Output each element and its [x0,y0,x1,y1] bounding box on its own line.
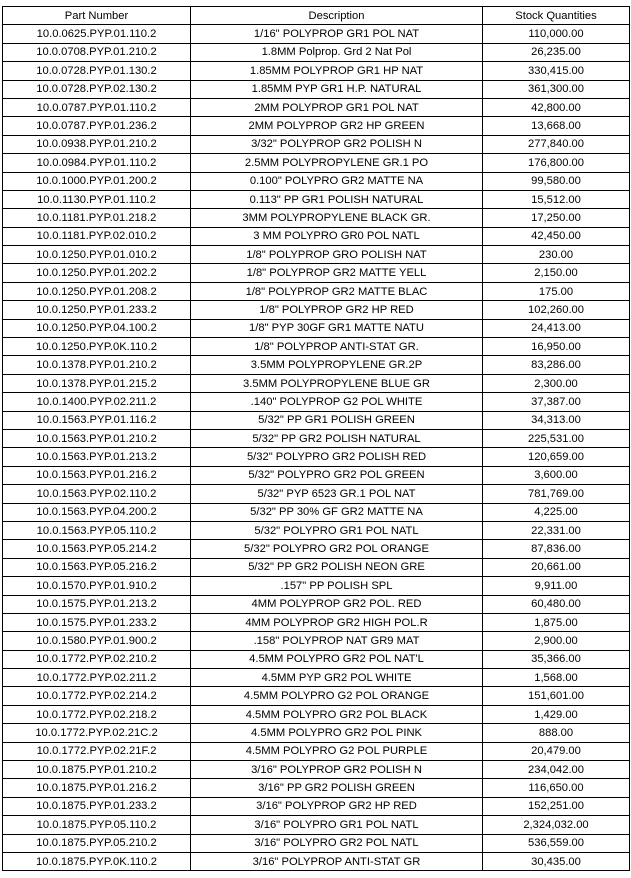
part-number-cell: 10.0.1250.PYP.01.202.2 [3,264,191,282]
part-number-cell: 10.0.0787.PYP.01.236.2 [3,117,191,135]
part-number-cell: 10.0.0708.PYP.01.210.2 [3,43,191,61]
description-cell: .157" PP POLISH SPL [191,577,483,595]
table-row [3,172,630,190]
description-cell: 0.100" POLYPRO GR2 MATTE NA [191,172,483,190]
header-row [3,7,630,25]
stock-quantity-cell: 888.00 [483,724,630,742]
description-cell: 2MM POLYPROP GR1 POL NAT [191,98,483,116]
description-cell: 5/32" POLYPRO GR2 POL GREEN [191,466,483,484]
stock-quantity-cell: 16,950.00 [483,338,630,356]
table-row [3,301,630,319]
description-cell: .158" POLYPROP NAT GR9 MAT [191,632,483,650]
header-description: Description [191,7,483,25]
stock-quantity-cell: 1,568.00 [483,669,630,687]
table-row [3,466,630,484]
stock-quantity-cell: 116,650.00 [483,779,630,797]
part-number-cell: 10.0.1250.PYP.04.100.2 [3,319,191,337]
table-row [3,687,630,705]
description-cell: 2.5MM POLYPROPYLENE GR.1 PO [191,154,483,172]
table-row [3,246,630,264]
stock-quantity-cell: 30,435.00 [483,852,630,870]
stock-quantity-cell: 87,836.00 [483,540,630,558]
description-cell: 3.5MM POLYPROPYLENE BLUE GR [191,374,483,392]
part-number-cell: 10.0.1000.PYP.01.200.2 [3,172,191,190]
part-number-cell: 10.0.1772.PYP.02.218.2 [3,705,191,723]
table-row [3,521,630,539]
part-number-cell: 10.0.1563.PYP.04.200.2 [3,503,191,521]
table-row [3,374,630,392]
part-number-cell: 10.0.1181.PYP.02.010.2 [3,227,191,245]
part-number-cell: 10.0.1563.PYP.01.116.2 [3,411,191,429]
description-cell: 1/8" POLYPROP GR2 HP RED [191,301,483,319]
stock-quantity-cell: 1,875.00 [483,613,630,631]
part-number-cell: 10.0.0625.PYP.01.110.2 [3,25,191,43]
stock-quantity-cell: 152,251.00 [483,797,630,815]
stock-quantity-cell: 22,331.00 [483,521,630,539]
stock-quantity-cell: 99,580.00 [483,172,630,190]
part-number-cell: 10.0.1563.PYP.01.213.2 [3,448,191,466]
table-row [3,816,630,834]
stock-quantity-cell: 20,479.00 [483,742,630,760]
stock-quantity-cell: 230.00 [483,246,630,264]
description-cell: 4MM POLYPROP GR2 POL. RED [191,595,483,613]
table-row [3,742,630,760]
stock-quantity-cell: 277,840.00 [483,135,630,153]
description-cell: 3/16" POLYPROP GR2 HP RED [191,797,483,815]
description-cell: 4.5MM POLYPRO GR2 POL BLACK [191,705,483,723]
stock-quantity-cell: 17,250.00 [483,209,630,227]
table-row [3,62,630,80]
table-row [3,356,630,374]
description-cell: 4.5MM POLYPRO GR2 POL PINK [191,724,483,742]
description-cell: 5/32" PP GR1 POLISH GREEN [191,411,483,429]
description-cell: 5/32" POLYPRO GR2 POLISH RED [191,448,483,466]
part-number-cell: 10.0.1250.PYP.01.208.2 [3,282,191,300]
table-row [3,227,630,245]
part-number-cell: 10.0.1580.PYP.01.900.2 [3,632,191,650]
description-cell: 5/32" PP GR2 POLISH NEON GRE [191,558,483,576]
stock-quantity-cell: 234,042.00 [483,761,630,779]
part-number-cell: 10.0.1575.PYP.01.213.2 [3,595,191,613]
description-cell: 4.5MM POLYPRO G2 POL PURPLE [191,742,483,760]
table-row [3,669,630,687]
table-row [3,117,630,135]
description-cell: 1.8MM Polprop. Grd 2 Nat Pol [191,43,483,61]
part-number-cell: 10.0.1875.PYP.01.216.2 [3,779,191,797]
part-number-cell: 10.0.1875.PYP.01.210.2 [3,761,191,779]
table-row [3,135,630,153]
table-row [3,25,630,43]
part-number-cell: 10.0.1563.PYP.05.110.2 [3,521,191,539]
part-number-cell: 10.0.1563.PYP.05.214.2 [3,540,191,558]
part-number-cell: 10.0.1378.PYP.01.210.2 [3,356,191,374]
part-number-cell: 10.0.1772.PYP.02.211.2 [3,669,191,687]
description-cell: 4.5MM PYP GR2 POL WHITE [191,669,483,687]
part-number-cell: 10.0.1563.PYP.05.216.2 [3,558,191,576]
table-row [3,80,630,98]
stock-table [2,6,630,871]
stock-quantity-cell: 102,260.00 [483,301,630,319]
stock-quantity-cell: 9,911.00 [483,577,630,595]
stock-quantity-cell: 20,661.00 [483,558,630,576]
table-row [3,282,630,300]
table-row [3,797,630,815]
stock-quantity-cell: 2,300.00 [483,374,630,392]
description-cell: 3/16" POLYPROP ANTI-STAT GR [191,852,483,870]
part-number-cell: 10.0.1575.PYP.01.233.2 [3,613,191,631]
table-row [3,485,630,503]
stock-quantity-cell: 37,387.00 [483,393,630,411]
part-number-cell: 10.0.1378.PYP.01.215.2 [3,374,191,392]
table-row [3,577,630,595]
part-number-cell: 10.0.1250.PYP.01.233.2 [3,301,191,319]
description-cell: 1.85MM POLYPROP GR1 HP NAT [191,62,483,80]
stock-quantity-cell: 60,480.00 [483,595,630,613]
stock-quantity-cell: 175.00 [483,282,630,300]
description-cell: 3.5MM POLYPROPYLENE GR.2P [191,356,483,374]
table-row [3,650,630,668]
stock-quantity-cell: 2,900.00 [483,632,630,650]
part-number-cell: 10.0.1570.PYP.01.910.2 [3,577,191,595]
description-cell: 1/8" POLYPROP GR2 MATTE BLAC [191,282,483,300]
table-row [3,632,630,650]
table-row [3,154,630,172]
table-row [3,319,630,337]
table-row [3,852,630,870]
header-part-number: Part Number [3,7,191,25]
description-cell: 4.5MM POLYPRO GR2 POL NAT'L [191,650,483,668]
stock-quantity-cell: 15,512.00 [483,190,630,208]
part-number-cell: 10.0.1875.PYP.0K.110.2 [3,852,191,870]
description-cell: 1/8" POLYPROP GR2 MATTE YELL [191,264,483,282]
description-cell: 5/32" PP 30% GF GR2 MATTE NA [191,503,483,521]
table-row [3,338,630,356]
description-cell: 1/16" POLYPROP GR1 POL NAT [191,25,483,43]
part-number-cell: 10.0.1181.PYP.01.218.2 [3,209,191,227]
table-row [3,779,630,797]
description-cell: 5/32" PP GR2 POLISH NATURAL [191,429,483,447]
table-row [3,613,630,631]
table-row [3,834,630,852]
description-cell: 4MM POLYPROP GR2 HIGH POL.R [191,613,483,631]
stock-quantity-cell: 2,324,032.00 [483,816,630,834]
description-cell: 3/16" POLYPRO GR1 POL NATL [191,816,483,834]
table-row [3,411,630,429]
stock-quantity-cell: 361,300.00 [483,80,630,98]
description-cell: 3/16" PP GR2 POLISH GREEN [191,779,483,797]
table-row [3,558,630,576]
stock-quantity-cell: 225,531.00 [483,429,630,447]
description-cell: 5/32" PYP 6523 GR.1 POL NAT [191,485,483,503]
stock-quantity-cell: 120,659.00 [483,448,630,466]
stock-quantity-cell: 83,286.00 [483,356,630,374]
stock-quantity-cell: 781,769.00 [483,485,630,503]
part-number-cell: 10.0.0984.PYP.01.110.2 [3,154,191,172]
stock-quantity-cell: 110,000.00 [483,25,630,43]
stock-quantity-cell: 2,150.00 [483,264,630,282]
description-cell: .140" POLYPROP G2 POL WHITE [191,393,483,411]
table-row [3,190,630,208]
stock-quantity-cell: 151,601.00 [483,687,630,705]
description-cell: 1/8" PYP 30GF GR1 MATTE NATU [191,319,483,337]
description-cell: 5/32" POLYPRO GR2 POL ORANGE [191,540,483,558]
stock-quantity-cell: 13,668.00 [483,117,630,135]
part-number-cell: 10.0.1875.PYP.05.110.2 [3,816,191,834]
table-row [3,98,630,116]
stock-quantity-cell: 35,366.00 [483,650,630,668]
table-body [3,25,630,871]
part-number-cell: 10.0.1875.PYP.05.210.2 [3,834,191,852]
part-number-cell: 10.0.0728.PYP.02.130.2 [3,80,191,98]
part-number-cell: 10.0.1130.PYP.01.110.2 [3,190,191,208]
table-row [3,724,630,742]
part-number-cell: 10.0.1563.PYP.02.110.2 [3,485,191,503]
table-row [3,264,630,282]
part-number-cell: 10.0.1772.PYP.02.21C.2 [3,724,191,742]
description-cell: 3 MM POLYPRO GR0 POL NATL [191,227,483,245]
description-cell: 3/16" POLYPRO GR2 POL NATL [191,834,483,852]
header-stock-quantities: Stock Quantities [483,7,630,25]
table-row [3,540,630,558]
description-cell: 3MM POLYPROPYLENE BLACK GR. [191,209,483,227]
stock-quantity-cell: 24,413.00 [483,319,630,337]
stock-quantity-cell: 42,800.00 [483,98,630,116]
description-cell: 2MM POLYPROP GR2 HP GREEN [191,117,483,135]
stock-quantity-cell: 1,429.00 [483,705,630,723]
stock-quantity-cell: 536,559.00 [483,834,630,852]
table-row [3,209,630,227]
part-number-cell: 10.0.1875.PYP.01.233.2 [3,797,191,815]
table-row [3,761,630,779]
stock-quantity-cell: 330,415.00 [483,62,630,80]
stock-quantity-cell: 4,225.00 [483,503,630,521]
part-number-cell: 10.0.1400.PYP.02.211.2 [3,393,191,411]
table-row [3,393,630,411]
part-number-cell: 10.0.1563.PYP.01.210.2 [3,429,191,447]
description-cell: 1.85MM PYP GR1 H.P. NATURAL [191,80,483,98]
table-row [3,705,630,723]
part-number-cell: 10.0.1772.PYP.02.210.2 [3,650,191,668]
stock-quantity-cell: 26,235.00 [483,43,630,61]
stock-quantity-cell: 176,800.00 [483,154,630,172]
stock-quantity-cell: 3,600.00 [483,466,630,484]
part-number-cell: 10.0.1772.PYP.02.21F.2 [3,742,191,760]
description-cell: 0.113" PP GR1 POLISH NATURAL [191,190,483,208]
description-cell: 1/8" POLYPROP GRO POLISH NAT [191,246,483,264]
part-number-cell: 10.0.0938.PYP.01.210.2 [3,135,191,153]
description-cell: 1/8" POLYPROP ANTI-STAT GR. [191,338,483,356]
stock-quantity-cell: 42,450.00 [483,227,630,245]
description-cell: 4.5MM POLYPRO G2 POL ORANGE [191,687,483,705]
table-row [3,595,630,613]
part-number-cell: 10.0.1250.PYP.01.010.2 [3,246,191,264]
part-number-cell: 10.0.1772.PYP.02.214.2 [3,687,191,705]
part-number-cell: 10.0.0728.PYP.01.130.2 [3,62,191,80]
table-row [3,429,630,447]
stock-quantity-cell: 34,313.00 [483,411,630,429]
table-row [3,448,630,466]
table-row [3,43,630,61]
part-number-cell: 10.0.1250.PYP.0K.110.2 [3,338,191,356]
part-number-cell: 10.0.0787.PYP.01.110.2 [3,98,191,116]
part-number-cell: 10.0.1563.PYP.01.216.2 [3,466,191,484]
description-cell: 3/16" POLYPROP GR2 POLISH N [191,761,483,779]
description-cell: 3/32" POLYPROP GR2 POLISH N [191,135,483,153]
table-row [3,503,630,521]
description-cell: 5/32" POLYPRO GR1 POL NATL [191,521,483,539]
